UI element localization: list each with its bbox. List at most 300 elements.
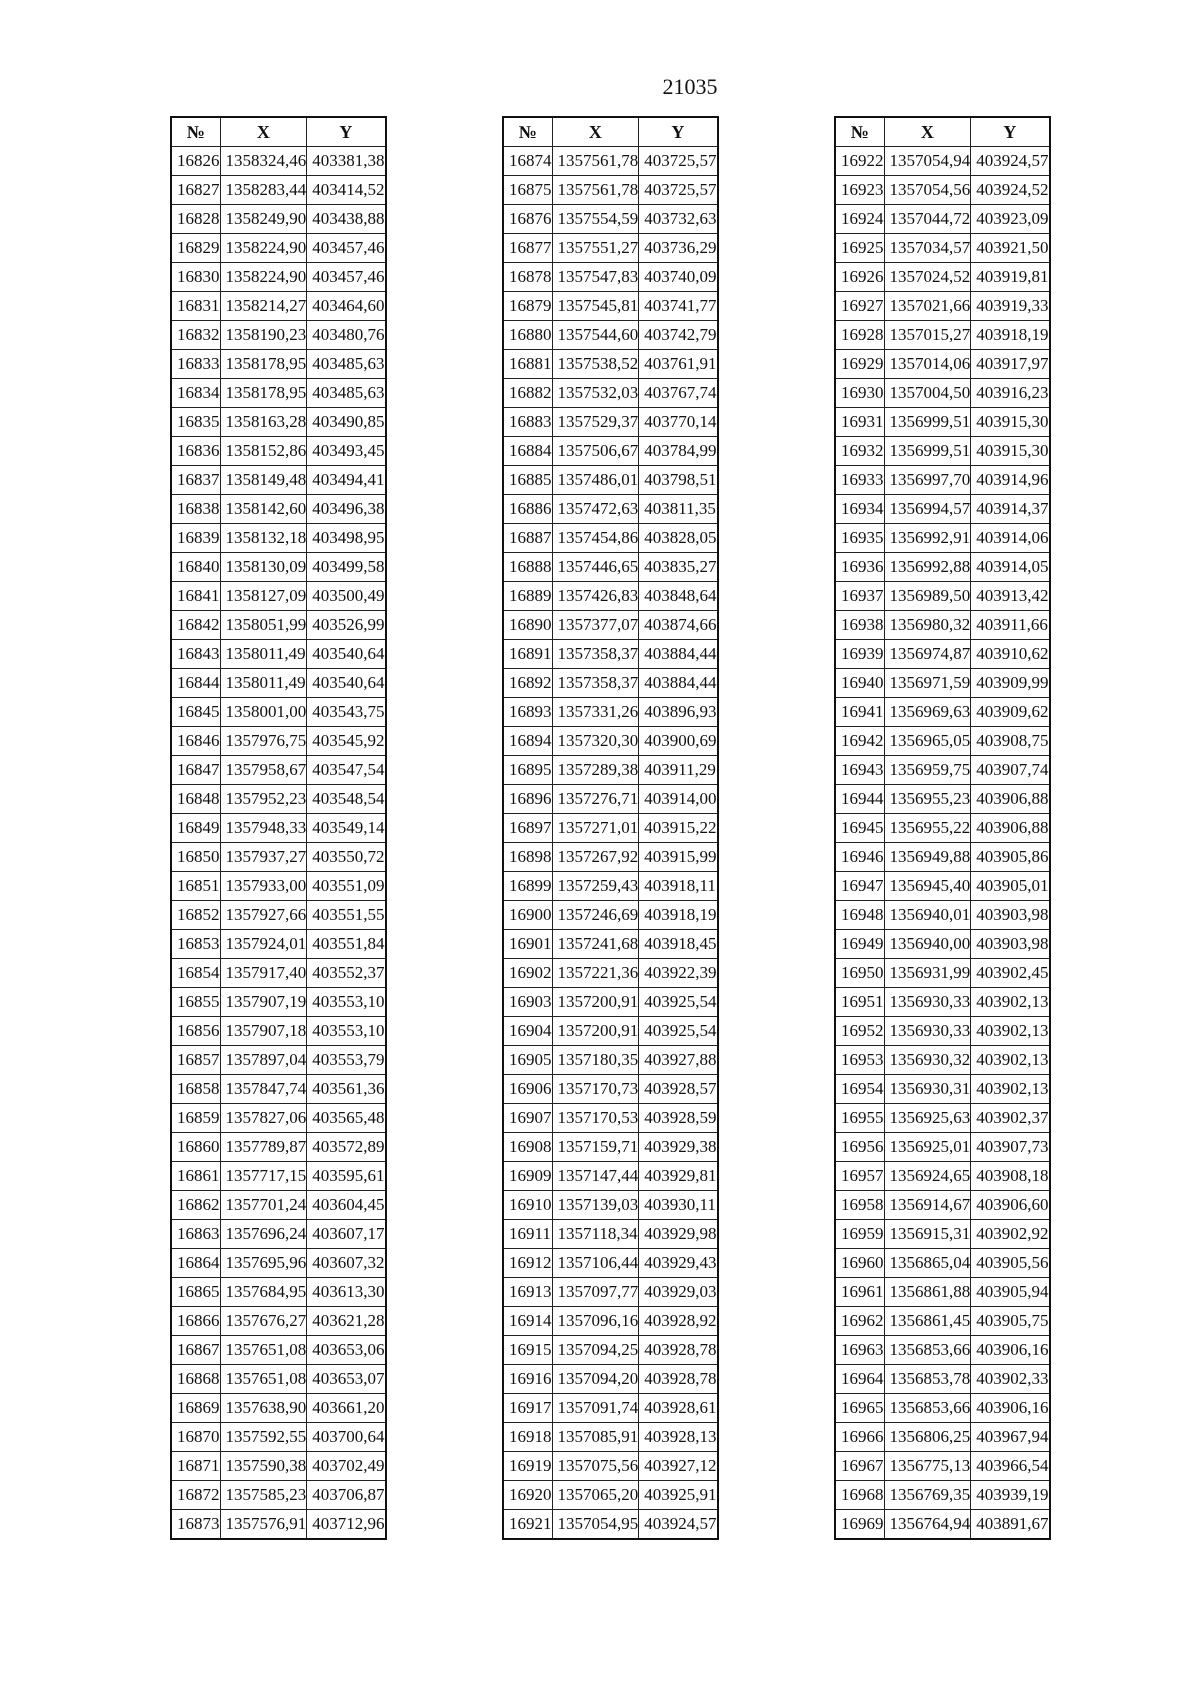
x-coordinate-cell: 1357789,87 bbox=[220, 1133, 307, 1162]
y-coordinate-cell: 403526,99 bbox=[307, 611, 386, 640]
table-row bbox=[171, 1365, 386, 1394]
x-coordinate-cell: 1356945,40 bbox=[884, 872, 971, 901]
y-coordinate-cell: 403917,97 bbox=[971, 350, 1050, 379]
x-coordinate-cell: 1357638,90 bbox=[220, 1394, 307, 1423]
point-number-cell: 16912 bbox=[503, 1249, 552, 1278]
y-coordinate-cell: 403740,09 bbox=[639, 263, 718, 292]
y-coordinate-cell: 403543,75 bbox=[307, 698, 386, 727]
point-number-cell: 16937 bbox=[835, 582, 884, 611]
y-coordinate-cell: 403548,54 bbox=[307, 785, 386, 814]
table-row bbox=[503, 727, 718, 756]
y-coordinate-cell: 403918,19 bbox=[971, 321, 1050, 350]
table-row bbox=[835, 1452, 1050, 1481]
x-coordinate-cell: 1357259,43 bbox=[552, 872, 639, 901]
y-coordinate-cell: 403607,17 bbox=[307, 1220, 386, 1249]
table-row bbox=[171, 1394, 386, 1423]
y-coordinate-cell: 403929,81 bbox=[639, 1162, 718, 1191]
table-row bbox=[503, 1278, 718, 1307]
y-coordinate-cell: 403545,92 bbox=[307, 727, 386, 756]
point-number-cell: 16945 bbox=[835, 814, 884, 843]
table-row bbox=[171, 727, 386, 756]
header-y: Y bbox=[639, 117, 718, 147]
y-coordinate-cell: 403381,38 bbox=[307, 147, 386, 176]
y-coordinate-cell: 403921,50 bbox=[971, 234, 1050, 263]
y-coordinate-cell: 403929,03 bbox=[639, 1278, 718, 1307]
x-coordinate-cell: 1357547,83 bbox=[552, 263, 639, 292]
table-row bbox=[503, 1191, 718, 1220]
y-coordinate-cell: 403551,84 bbox=[307, 930, 386, 959]
table-row bbox=[835, 669, 1050, 698]
x-coordinate-cell: 1356914,67 bbox=[884, 1191, 971, 1220]
y-coordinate-cell: 403700,64 bbox=[307, 1423, 386, 1452]
x-coordinate-cell: 1357024,52 bbox=[884, 263, 971, 292]
table-row bbox=[503, 669, 718, 698]
x-coordinate-cell: 1356940,00 bbox=[884, 930, 971, 959]
y-coordinate-cell: 403914,00 bbox=[639, 785, 718, 814]
table-row bbox=[171, 1075, 386, 1104]
y-coordinate-cell: 403905,56 bbox=[971, 1249, 1050, 1278]
x-coordinate-cell: 1357585,23 bbox=[220, 1481, 307, 1510]
x-coordinate-cell: 1356769,35 bbox=[884, 1481, 971, 1510]
point-number-cell: 16933 bbox=[835, 466, 884, 495]
y-coordinate-cell: 403929,38 bbox=[639, 1133, 718, 1162]
x-coordinate-cell: 1357331,26 bbox=[552, 698, 639, 727]
x-coordinate-cell: 1357054,94 bbox=[884, 147, 971, 176]
table-row bbox=[503, 843, 718, 872]
y-coordinate-cell: 403905,94 bbox=[971, 1278, 1050, 1307]
table-row bbox=[503, 437, 718, 466]
x-coordinate-cell: 1357021,66 bbox=[884, 292, 971, 321]
y-coordinate-cell: 403551,09 bbox=[307, 872, 386, 901]
table-row bbox=[835, 698, 1050, 727]
point-number-cell: 16967 bbox=[835, 1452, 884, 1481]
table-row bbox=[503, 408, 718, 437]
point-number-cell: 16886 bbox=[503, 495, 552, 524]
point-number-cell: 16846 bbox=[171, 727, 220, 756]
y-coordinate-cell: 403540,64 bbox=[307, 669, 386, 698]
x-coordinate-cell: 1357590,38 bbox=[220, 1452, 307, 1481]
point-number-cell: 16955 bbox=[835, 1104, 884, 1133]
table-row bbox=[835, 553, 1050, 582]
table-row bbox=[171, 263, 386, 292]
point-number-cell: 16963 bbox=[835, 1336, 884, 1365]
y-coordinate-cell: 403896,93 bbox=[639, 698, 718, 727]
coordinate-table-1 bbox=[170, 116, 387, 1540]
y-coordinate-cell: 403925,54 bbox=[639, 1017, 718, 1046]
y-coordinate-cell: 403736,29 bbox=[639, 234, 718, 263]
table-row bbox=[503, 959, 718, 988]
table-row bbox=[171, 1307, 386, 1336]
point-number-cell: 16850 bbox=[171, 843, 220, 872]
point-number-cell: 16842 bbox=[171, 611, 220, 640]
x-coordinate-cell: 1357014,06 bbox=[884, 350, 971, 379]
table-row bbox=[503, 988, 718, 1017]
point-number-cell: 16959 bbox=[835, 1220, 884, 1249]
y-coordinate-cell: 403906,16 bbox=[971, 1336, 1050, 1365]
x-coordinate-cell: 1357976,75 bbox=[220, 727, 307, 756]
y-coordinate-cell: 403549,14 bbox=[307, 814, 386, 843]
x-coordinate-cell: 1357094,20 bbox=[552, 1365, 639, 1394]
table-row bbox=[503, 1510, 718, 1540]
x-coordinate-cell: 1357094,25 bbox=[552, 1336, 639, 1365]
y-coordinate-cell: 403902,45 bbox=[971, 959, 1050, 988]
x-coordinate-cell: 1357486,01 bbox=[552, 466, 639, 495]
y-coordinate-cell: 403732,63 bbox=[639, 205, 718, 234]
header-y: Y bbox=[971, 117, 1050, 147]
x-coordinate-cell: 1356974,87 bbox=[884, 640, 971, 669]
x-coordinate-cell: 1357276,71 bbox=[552, 785, 639, 814]
table-row bbox=[503, 1423, 718, 1452]
table-row bbox=[171, 1046, 386, 1075]
point-number-cell: 16896 bbox=[503, 785, 552, 814]
table-row bbox=[171, 814, 386, 843]
table-row bbox=[503, 1336, 718, 1365]
x-coordinate-cell: 1357096,16 bbox=[552, 1307, 639, 1336]
table-row bbox=[835, 843, 1050, 872]
x-coordinate-cell: 1357651,08 bbox=[220, 1365, 307, 1394]
y-coordinate-cell: 403725,57 bbox=[639, 176, 718, 205]
table-row bbox=[503, 1394, 718, 1423]
table-row bbox=[171, 843, 386, 872]
y-coordinate-cell: 403767,74 bbox=[639, 379, 718, 408]
point-number-cell: 16871 bbox=[171, 1452, 220, 1481]
x-coordinate-cell: 1358127,09 bbox=[220, 582, 307, 611]
point-number-cell: 16855 bbox=[171, 988, 220, 1017]
point-number-cell: 16906 bbox=[503, 1075, 552, 1104]
x-coordinate-cell: 1358001,00 bbox=[220, 698, 307, 727]
x-coordinate-cell: 1356997,70 bbox=[884, 466, 971, 495]
table-row bbox=[503, 640, 718, 669]
table-row bbox=[835, 1046, 1050, 1075]
table-row bbox=[835, 408, 1050, 437]
table-row bbox=[503, 1365, 718, 1394]
y-coordinate-cell: 403457,46 bbox=[307, 263, 386, 292]
y-coordinate-cell: 403828,05 bbox=[639, 524, 718, 553]
x-coordinate-cell: 1357701,24 bbox=[220, 1191, 307, 1220]
table-row bbox=[835, 1394, 1050, 1423]
point-number-cell: 16848 bbox=[171, 785, 220, 814]
page-number: 21035 bbox=[662, 74, 718, 99]
table-row bbox=[503, 1017, 718, 1046]
point-number-cell: 16946 bbox=[835, 843, 884, 872]
table-row bbox=[503, 756, 718, 785]
point-number-cell: 16938 bbox=[835, 611, 884, 640]
table-row bbox=[503, 495, 718, 524]
point-number-cell: 16874 bbox=[503, 147, 552, 176]
x-coordinate-cell: 1356955,22 bbox=[884, 814, 971, 843]
y-coordinate-cell: 403903,98 bbox=[971, 901, 1050, 930]
table-row bbox=[171, 176, 386, 205]
point-number-cell: 16851 bbox=[171, 872, 220, 901]
x-coordinate-cell: 1356861,88 bbox=[884, 1278, 971, 1307]
table-row bbox=[503, 1046, 718, 1075]
table-row bbox=[171, 959, 386, 988]
point-number-cell: 16853 bbox=[171, 930, 220, 959]
x-coordinate-cell: 1358149,48 bbox=[220, 466, 307, 495]
x-coordinate-cell: 1357118,34 bbox=[552, 1220, 639, 1249]
header-number: № bbox=[503, 117, 552, 147]
point-number-cell: 16883 bbox=[503, 408, 552, 437]
x-coordinate-cell: 1357034,57 bbox=[884, 234, 971, 263]
x-coordinate-cell: 1356992,91 bbox=[884, 524, 971, 553]
point-number-cell: 16887 bbox=[503, 524, 552, 553]
x-coordinate-cell: 1357091,74 bbox=[552, 1394, 639, 1423]
y-coordinate-cell: 403653,06 bbox=[307, 1336, 386, 1365]
y-coordinate-cell: 403902,33 bbox=[971, 1365, 1050, 1394]
y-coordinate-cell: 403848,64 bbox=[639, 582, 718, 611]
x-coordinate-cell: 1357320,30 bbox=[552, 727, 639, 756]
x-coordinate-cell: 1357561,78 bbox=[552, 176, 639, 205]
y-coordinate-cell: 403924,52 bbox=[971, 176, 1050, 205]
table-row bbox=[503, 263, 718, 292]
point-number-cell: 16836 bbox=[171, 437, 220, 466]
x-coordinate-cell: 1356806,25 bbox=[884, 1423, 971, 1452]
point-number-cell: 16944 bbox=[835, 785, 884, 814]
point-number-cell: 16923 bbox=[835, 176, 884, 205]
point-number-cell: 16833 bbox=[171, 350, 220, 379]
y-coordinate-cell: 403414,52 bbox=[307, 176, 386, 205]
table-row bbox=[171, 1336, 386, 1365]
table-row bbox=[835, 350, 1050, 379]
x-coordinate-cell: 1357097,77 bbox=[552, 1278, 639, 1307]
y-coordinate-cell: 403918,45 bbox=[639, 930, 718, 959]
point-number-cell: 16962 bbox=[835, 1307, 884, 1336]
table-row bbox=[171, 785, 386, 814]
x-coordinate-cell: 1357933,00 bbox=[220, 872, 307, 901]
y-coordinate-cell: 403496,38 bbox=[307, 495, 386, 524]
y-coordinate-cell: 403457,46 bbox=[307, 234, 386, 263]
x-coordinate-cell: 1357159,71 bbox=[552, 1133, 639, 1162]
table-row bbox=[835, 988, 1050, 1017]
table-row bbox=[171, 1017, 386, 1046]
y-coordinate-cell: 403905,75 bbox=[971, 1307, 1050, 1336]
header-x: X bbox=[552, 117, 639, 147]
y-coordinate-cell: 403922,39 bbox=[639, 959, 718, 988]
table-row bbox=[503, 1249, 718, 1278]
y-coordinate-cell: 403909,62 bbox=[971, 698, 1050, 727]
y-coordinate-cell: 403485,63 bbox=[307, 379, 386, 408]
x-coordinate-cell: 1356965,05 bbox=[884, 727, 971, 756]
x-coordinate-cell: 1357576,91 bbox=[220, 1510, 307, 1540]
y-coordinate-cell: 403903,98 bbox=[971, 930, 1050, 959]
y-coordinate-cell: 403490,85 bbox=[307, 408, 386, 437]
point-number-cell: 16830 bbox=[171, 263, 220, 292]
table-row bbox=[835, 611, 1050, 640]
point-number-cell: 16903 bbox=[503, 988, 552, 1017]
point-number-cell: 16960 bbox=[835, 1249, 884, 1278]
point-number-cell: 16931 bbox=[835, 408, 884, 437]
table-row bbox=[835, 466, 1050, 495]
table-row bbox=[503, 582, 718, 611]
x-coordinate-cell: 1357958,67 bbox=[220, 756, 307, 785]
point-number-cell: 16901 bbox=[503, 930, 552, 959]
y-coordinate-cell: 403604,45 bbox=[307, 1191, 386, 1220]
x-coordinate-cell: 1358214,27 bbox=[220, 292, 307, 321]
y-coordinate-cell: 403438,88 bbox=[307, 205, 386, 234]
x-coordinate-cell: 1356931,99 bbox=[884, 959, 971, 988]
table-row bbox=[503, 872, 718, 901]
point-number-cell: 16909 bbox=[503, 1162, 552, 1191]
table-row bbox=[835, 814, 1050, 843]
y-coordinate-cell: 403915,22 bbox=[639, 814, 718, 843]
point-number-cell: 16939 bbox=[835, 640, 884, 669]
point-number-cell: 16954 bbox=[835, 1075, 884, 1104]
x-coordinate-cell: 1357180,35 bbox=[552, 1046, 639, 1075]
point-number-cell: 16873 bbox=[171, 1510, 220, 1540]
point-number-cell: 16888 bbox=[503, 553, 552, 582]
x-coordinate-cell: 1357506,67 bbox=[552, 437, 639, 466]
table-row bbox=[171, 147, 386, 176]
table-row bbox=[835, 872, 1050, 901]
point-number-cell: 16921 bbox=[503, 1510, 552, 1540]
point-number-cell: 16868 bbox=[171, 1365, 220, 1394]
x-coordinate-cell: 1358178,95 bbox=[220, 350, 307, 379]
x-coordinate-cell: 1357358,37 bbox=[552, 669, 639, 698]
point-number-cell: 16949 bbox=[835, 930, 884, 959]
table-row bbox=[171, 1452, 386, 1481]
y-coordinate-cell: 403919,33 bbox=[971, 292, 1050, 321]
coordinate-table-3 bbox=[834, 116, 1051, 1540]
point-number-cell: 16889 bbox=[503, 582, 552, 611]
point-number-cell: 16840 bbox=[171, 553, 220, 582]
x-coordinate-cell: 1358190,23 bbox=[220, 321, 307, 350]
table-row bbox=[171, 930, 386, 959]
table-row bbox=[835, 263, 1050, 292]
y-coordinate-cell: 403550,72 bbox=[307, 843, 386, 872]
table-row bbox=[835, 524, 1050, 553]
point-number-cell: 16934 bbox=[835, 495, 884, 524]
point-number-cell: 16925 bbox=[835, 234, 884, 263]
table-row bbox=[171, 582, 386, 611]
header-number: № bbox=[171, 117, 220, 147]
point-number-cell: 16910 bbox=[503, 1191, 552, 1220]
point-number-cell: 16919 bbox=[503, 1452, 552, 1481]
y-coordinate-cell: 403702,49 bbox=[307, 1452, 386, 1481]
table-row bbox=[171, 1162, 386, 1191]
y-coordinate-cell: 403925,54 bbox=[639, 988, 718, 1017]
table-row bbox=[835, 437, 1050, 466]
x-coordinate-cell: 1358051,99 bbox=[220, 611, 307, 640]
x-coordinate-cell: 1358142,60 bbox=[220, 495, 307, 524]
point-number-cell: 16953 bbox=[835, 1046, 884, 1075]
point-number-cell: 16941 bbox=[835, 698, 884, 727]
point-number-cell: 16878 bbox=[503, 263, 552, 292]
table-row bbox=[171, 292, 386, 321]
point-number-cell: 16891 bbox=[503, 640, 552, 669]
y-coordinate-cell: 403561,36 bbox=[307, 1075, 386, 1104]
point-number-cell: 16880 bbox=[503, 321, 552, 350]
x-coordinate-cell: 1356853,66 bbox=[884, 1336, 971, 1365]
table-row bbox=[503, 350, 718, 379]
table-row bbox=[503, 1452, 718, 1481]
table-row bbox=[171, 205, 386, 234]
x-coordinate-cell: 1357170,53 bbox=[552, 1104, 639, 1133]
table-row bbox=[171, 1220, 386, 1249]
table-row bbox=[171, 1481, 386, 1510]
point-number-cell: 16881 bbox=[503, 350, 552, 379]
y-coordinate-cell: 403929,98 bbox=[639, 1220, 718, 1249]
table-row bbox=[835, 147, 1050, 176]
table-row bbox=[171, 1104, 386, 1133]
point-number-cell: 16869 bbox=[171, 1394, 220, 1423]
point-number-cell: 16956 bbox=[835, 1133, 884, 1162]
point-number-cell: 16831 bbox=[171, 292, 220, 321]
x-coordinate-cell: 1357554,59 bbox=[552, 205, 639, 234]
point-number-cell: 16875 bbox=[503, 176, 552, 205]
x-coordinate-cell: 1357561,78 bbox=[552, 147, 639, 176]
x-coordinate-cell: 1356992,88 bbox=[884, 553, 971, 582]
point-number-cell: 16926 bbox=[835, 263, 884, 292]
y-coordinate-cell: 403906,60 bbox=[971, 1191, 1050, 1220]
y-coordinate-cell: 403770,14 bbox=[639, 408, 718, 437]
x-coordinate-cell: 1357695,96 bbox=[220, 1249, 307, 1278]
point-number-cell: 16876 bbox=[503, 205, 552, 234]
point-number-cell: 16907 bbox=[503, 1104, 552, 1133]
x-coordinate-cell: 1358324,46 bbox=[220, 147, 307, 176]
point-number-cell: 16950 bbox=[835, 959, 884, 988]
x-coordinate-cell: 1358224,90 bbox=[220, 263, 307, 292]
point-number-cell: 16914 bbox=[503, 1307, 552, 1336]
table-row bbox=[171, 234, 386, 263]
table-row bbox=[171, 901, 386, 930]
y-coordinate-cell: 403939,19 bbox=[971, 1481, 1050, 1510]
point-number-cell: 16915 bbox=[503, 1336, 552, 1365]
table-row bbox=[503, 205, 718, 234]
y-coordinate-cell: 403553,79 bbox=[307, 1046, 386, 1075]
point-number-cell: 16899 bbox=[503, 872, 552, 901]
point-number-cell: 16858 bbox=[171, 1075, 220, 1104]
y-coordinate-cell: 403927,88 bbox=[639, 1046, 718, 1075]
x-coordinate-cell: 1357271,01 bbox=[552, 814, 639, 843]
x-coordinate-cell: 1357221,36 bbox=[552, 959, 639, 988]
point-number-cell: 16866 bbox=[171, 1307, 220, 1336]
table-row bbox=[503, 1162, 718, 1191]
y-coordinate-cell: 403902,37 bbox=[971, 1104, 1050, 1133]
table-row bbox=[835, 1075, 1050, 1104]
y-coordinate-cell: 403908,18 bbox=[971, 1162, 1050, 1191]
x-coordinate-cell: 1358249,90 bbox=[220, 205, 307, 234]
table-row bbox=[835, 901, 1050, 930]
point-number-cell: 16854 bbox=[171, 959, 220, 988]
point-number-cell: 16860 bbox=[171, 1133, 220, 1162]
point-number-cell: 16905 bbox=[503, 1046, 552, 1075]
point-number-cell: 16838 bbox=[171, 495, 220, 524]
y-coordinate-cell: 403712,96 bbox=[307, 1510, 386, 1540]
table-row bbox=[503, 176, 718, 205]
y-coordinate-cell: 403498,95 bbox=[307, 524, 386, 553]
table-row bbox=[503, 553, 718, 582]
y-coordinate-cell: 403928,92 bbox=[639, 1307, 718, 1336]
header-number: № bbox=[835, 117, 884, 147]
point-number-cell: 16930 bbox=[835, 379, 884, 408]
table-row bbox=[171, 1510, 386, 1540]
point-number-cell: 16965 bbox=[835, 1394, 884, 1423]
x-coordinate-cell: 1357454,86 bbox=[552, 524, 639, 553]
y-coordinate-cell: 403928,59 bbox=[639, 1104, 718, 1133]
x-coordinate-cell: 1358224,90 bbox=[220, 234, 307, 263]
point-number-cell: 16918 bbox=[503, 1423, 552, 1452]
point-number-cell: 16865 bbox=[171, 1278, 220, 1307]
point-number-cell: 16864 bbox=[171, 1249, 220, 1278]
y-coordinate-cell: 403915,30 bbox=[971, 437, 1050, 466]
point-number-cell: 16911 bbox=[503, 1220, 552, 1249]
y-coordinate-cell: 403918,11 bbox=[639, 872, 718, 901]
table-row bbox=[171, 698, 386, 727]
x-coordinate-cell: 1357907,18 bbox=[220, 1017, 307, 1046]
point-number-cell: 16843 bbox=[171, 640, 220, 669]
table-row bbox=[835, 234, 1050, 263]
table-row bbox=[835, 727, 1050, 756]
